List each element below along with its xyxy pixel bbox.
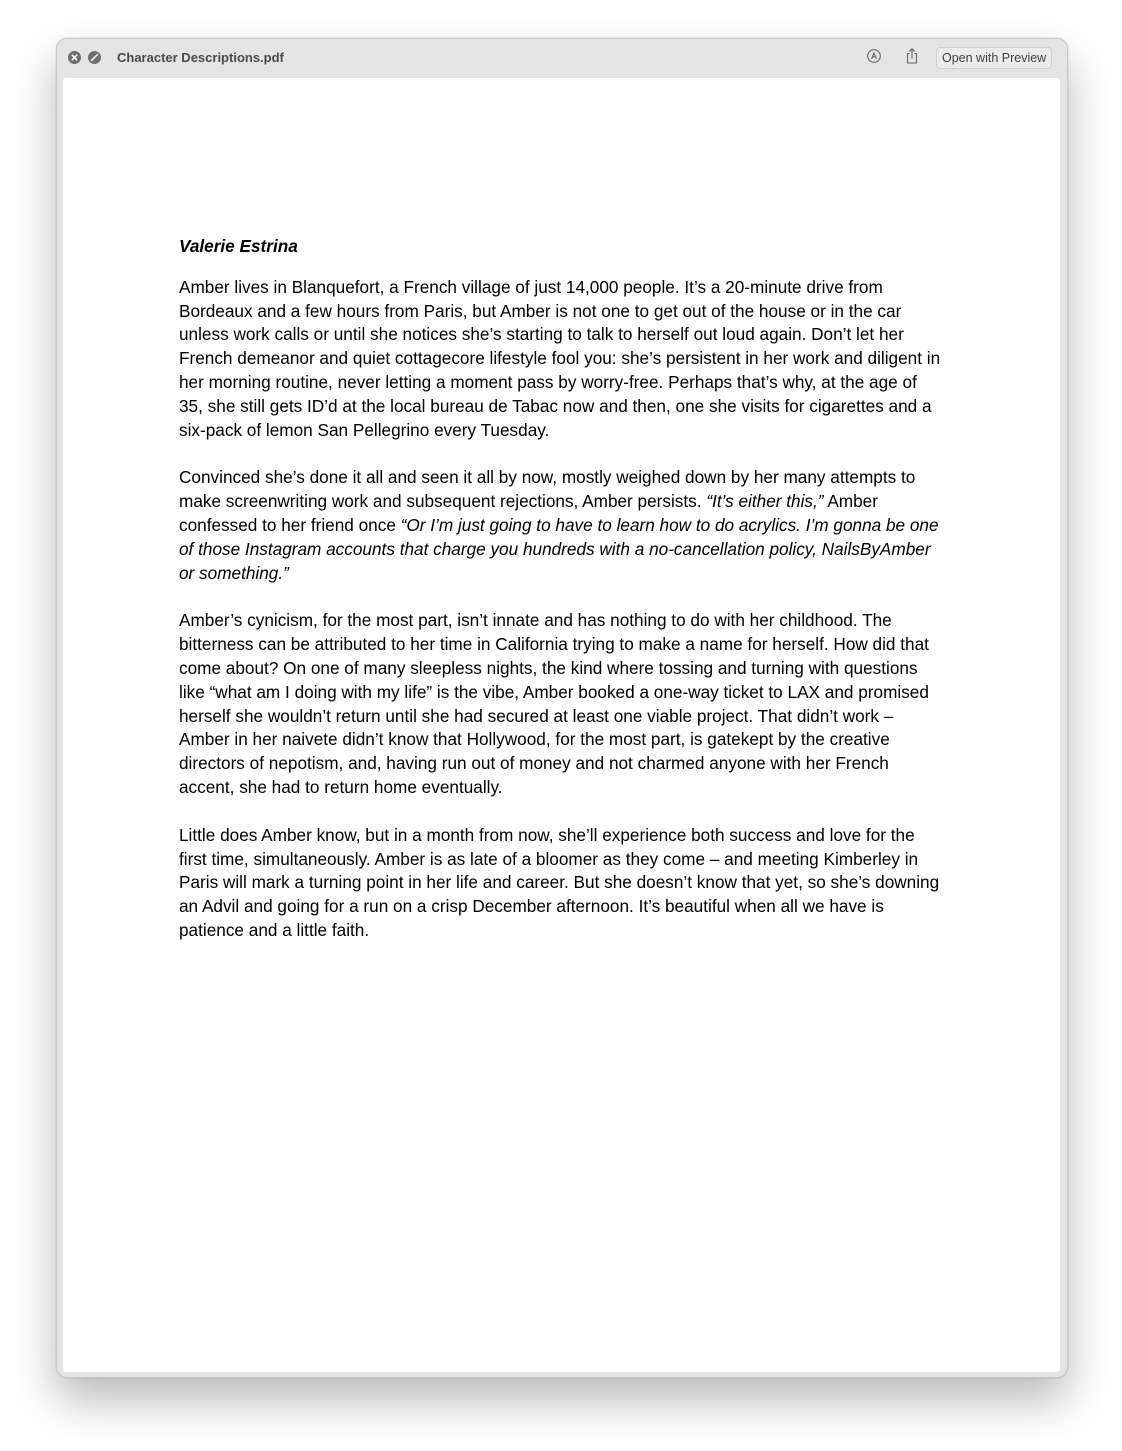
paragraph-3: Amber’s cynicism, for the most part, isn’t innate and has nothing to do with her childhood. The bitterness can be attributed to her time in California trying to make a name for herself. How did that come about? On one of many sleepless nights, the kind where tossing and turning with questions like “what am I doing with my life” is the vibe, Amber booked a one-way ticket to LAX and promised herself she wouldn’t return until she had secured at least one viable project. That didn’t work – Amber in her naivete didn’t know that Hollywood, for the most part, is gatekept by the creative directors of nepotism, and, having run out of money and not charmed anyone with her French accent, she had to return home eventually. bbox=[179, 610, 929, 797]
paragraph-2-quote-b: “Or I’m just going to have to learn how to do acrylics. I’m gonna be one of those Instagram accounts that charge you hundreds with a no-cancellation policy, NailsByAmber or something.” bbox=[179, 514, 939, 583]
paragraph-2-text-a: Convinced she’s done it all and seen it all by now, mostly weighed down by her many attempts to make screenwriting work and subsequent rejections, Amber persists. bbox=[179, 467, 916, 512]
markup-icon bbox=[866, 48, 882, 69]
paragraph-1: Amber lives in Blanquefort, a French village of just 14,000 people. It’s a 20-minute drive from Bordeaux and a few hours from Paris, but Amber is not one to get out of the house or in the car unless work calls or until she notices she’s starting to talk to herself out loud again. Don’t let her French demeanor and quiet cottagecore lifestyle fool you: she’s persistent in her work and diligent in her morning routine, never letting a moment pass by worry-free. Perhaps that’s why, at the age of 35, she still gets ID’d at the local bureau de Tabac now and then, one she visits for cigarettes and a six-pack of lemon San Pellegrino every Tuesday. bbox=[179, 276, 941, 440]
paragraph-2-quote-a: “It’s either this,” bbox=[706, 491, 824, 512]
window-title: Character Descriptions.pdf bbox=[117, 50, 284, 65]
close-icon bbox=[68, 51, 81, 64]
fullscreen-button[interactable] bbox=[88, 51, 101, 64]
paragraph-4: Little does Amber know, but in a month from now, she’ll experience both success and love for the first time, simultaneously. Amber is as late of a bloomer as they come – and meeting Kimberley in Paris will mark a turning point in her life and career. But she doesn’t know that yet, so she’s downing an Advil and going for a run on a crisp December afternoon. It’s beautiful when all we have is patience and a little faith. bbox=[179, 824, 940, 940]
document-body bbox=[179, 235, 943, 967]
paragraph-2-text-b: Amber confessed to her friend once bbox=[179, 491, 878, 535]
quicklook-window bbox=[56, 38, 1068, 1378]
fullscreen-icon bbox=[88, 51, 101, 64]
author-name: Valerie Estrina bbox=[179, 236, 298, 256]
share-icon bbox=[905, 47, 919, 70]
open-with-preview-button[interactable]: Open with Preview bbox=[936, 47, 1052, 69]
pdf-page[interactable] bbox=[63, 78, 1060, 1372]
title-bar[interactable] bbox=[57, 39, 1067, 77]
paragraph-2 bbox=[179, 466, 943, 585]
close-button[interactable] bbox=[68, 51, 81, 64]
share-button[interactable] bbox=[903, 48, 921, 68]
markup-button[interactable] bbox=[865, 49, 883, 67]
